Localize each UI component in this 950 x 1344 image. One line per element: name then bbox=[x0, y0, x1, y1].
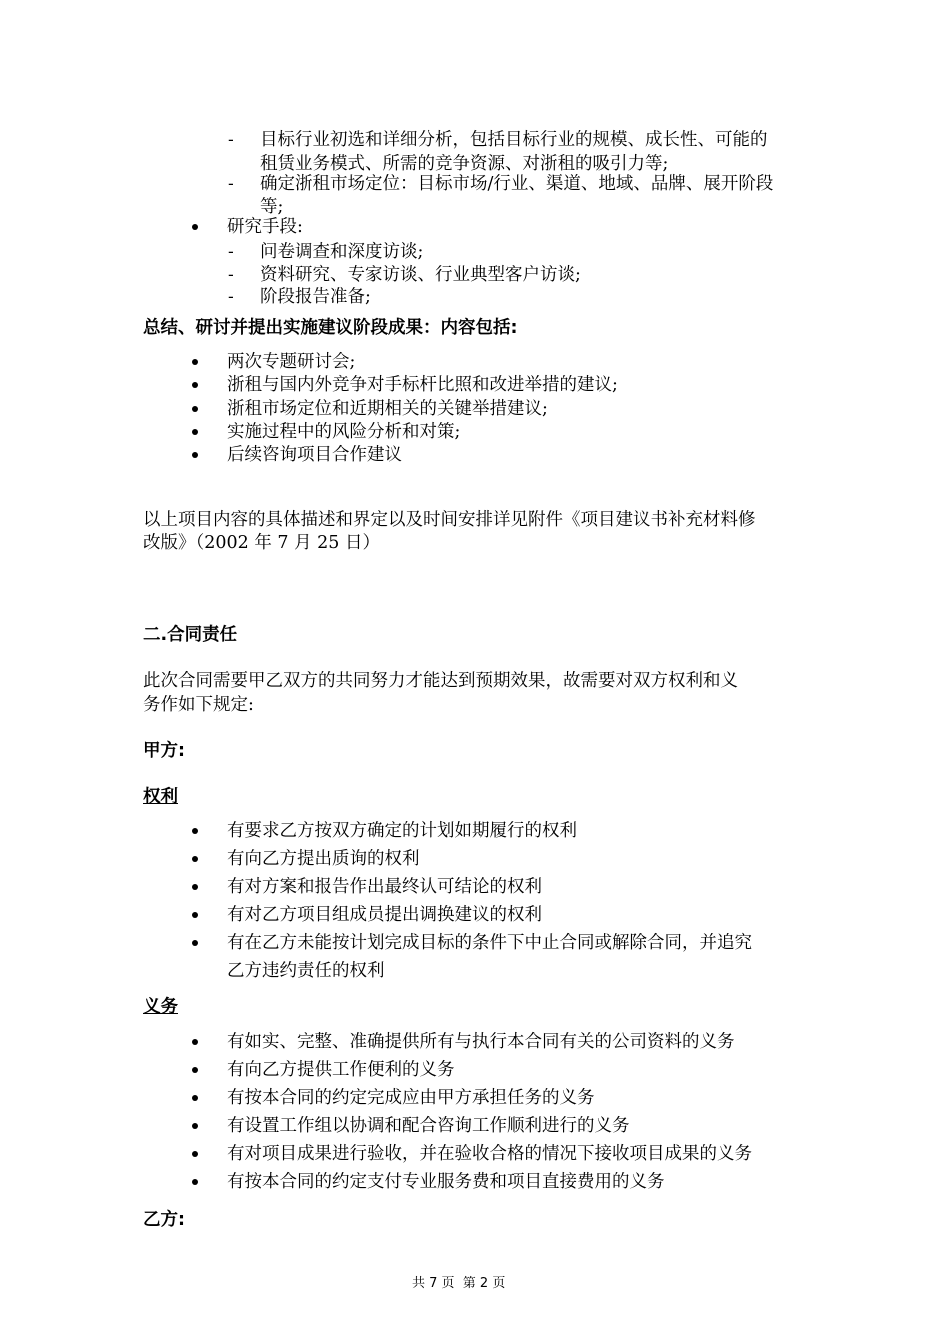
bullet-icon bbox=[192, 452, 198, 458]
dash-marker: - bbox=[228, 174, 234, 194]
list-item: 实施过程中的风险分析和对策; bbox=[227, 422, 461, 442]
list-item-line: 目标行业初选和详细分析，包括目标行业的规模、成长性、可能的 bbox=[260, 130, 768, 150]
intro-line: 务作如下规定: bbox=[143, 695, 254, 715]
bullet-icon bbox=[192, 406, 198, 412]
bullet-icon bbox=[192, 1039, 198, 1045]
section-title: 二.合同责任 bbox=[143, 625, 238, 645]
list-item: 阶段报告准备; bbox=[260, 287, 371, 307]
bullet-icon bbox=[192, 884, 198, 890]
bullet-icon bbox=[192, 828, 198, 834]
list-item: 有设置工作组以协调和配合咨询工作顺利进行的义务 bbox=[227, 1116, 630, 1136]
party-a-label: 甲方: bbox=[143, 741, 185, 761]
list-item: 浙租市场定位和近期相关的关键举措建议; bbox=[227, 399, 548, 419]
party-b-label: 乙方: bbox=[143, 1210, 185, 1230]
list-item: 资料研究、专家访谈、行业典型客户访谈; bbox=[260, 265, 581, 285]
bullet-icon bbox=[192, 224, 198, 230]
duties-title: 义务 bbox=[143, 997, 178, 1017]
list-item: 有按本合同的约定完成应由甲方承担任务的义务 bbox=[227, 1088, 595, 1108]
bullet-icon bbox=[192, 856, 198, 862]
list-item: 有在乙方未能按计划完成目标的条件下中止合同或解除合同，并追究 bbox=[227, 933, 752, 953]
list-item: 有向乙方提供工作便利的义务 bbox=[227, 1060, 455, 1080]
bullet-icon bbox=[192, 1179, 198, 1185]
note-line: 改版》（2002 年 7 月 25 日） bbox=[143, 533, 381, 553]
dash-marker: - bbox=[228, 265, 234, 285]
list-item: 有对乙方项目组成员提出调换建议的权利 bbox=[227, 905, 542, 925]
dash-marker: - bbox=[228, 287, 234, 307]
list-item-line: 等; bbox=[260, 197, 284, 217]
bullet-icon bbox=[192, 912, 198, 918]
list-item: 有对项目成果进行验收，并在验收合格的情况下接收项目成果的义务 bbox=[227, 1144, 752, 1164]
bullet-icon bbox=[192, 940, 198, 946]
list-item: 两次专题研讨会; bbox=[227, 352, 356, 372]
bullet-icon bbox=[192, 1095, 198, 1101]
bullet-icon bbox=[192, 1067, 198, 1073]
note-line: 以上项目内容的具体描述和界定以及时间安排详见附件《项目建议书补充材料修 bbox=[143, 510, 756, 530]
list-item: 乙方违约责任的权利 bbox=[227, 961, 385, 981]
bullet-icon bbox=[192, 1151, 198, 1157]
list-item-line: 确定浙租市场定位：目标市场/行业、渠道、地域、品牌、展开阶段 bbox=[260, 174, 774, 194]
bullet-icon bbox=[192, 382, 198, 388]
list-item: 问卷调查和深度访谈; bbox=[260, 242, 424, 262]
list-item: 后续咨询项目合作建议 bbox=[227, 445, 402, 465]
list-item-line: 租赁业务模式、所需的竞争资源、对浙租的吸引力等; bbox=[260, 154, 669, 174]
bullet-icon bbox=[192, 1123, 198, 1129]
intro-line: 此次合同需要甲乙双方的共同努力才能达到预期效果，故需要对双方权利和义 bbox=[143, 671, 738, 691]
rights-title: 权利 bbox=[143, 787, 178, 807]
list-item: 有要求乙方按双方确定的计划如期履行的权利 bbox=[227, 821, 577, 841]
research-label: 研究手段: bbox=[227, 217, 303, 237]
dash-marker: - bbox=[228, 130, 234, 150]
list-item: 浙租与国内外竞争对手标杆比照和改进举措的建议; bbox=[227, 375, 618, 395]
dash-marker: - bbox=[228, 242, 234, 262]
list-item: 有向乙方提出质询的权利 bbox=[227, 849, 420, 869]
page-footer: 共 7 页 第 2 页 bbox=[412, 1276, 506, 1291]
summary-heading: 总结、研讨并提出实施建议阶段成果：内容包括: bbox=[143, 318, 518, 338]
list-item: 有如实、完整、准确提供所有与执行本合同有关的公司资料的义务 bbox=[227, 1032, 735, 1052]
list-item: 有对方案和报告作出最终认可结论的权利 bbox=[227, 877, 542, 897]
bullet-icon bbox=[192, 429, 198, 435]
list-item: 有按本合同的约定支付专业服务费和项目直接费用的义务 bbox=[227, 1172, 665, 1192]
bullet-icon bbox=[192, 359, 198, 365]
